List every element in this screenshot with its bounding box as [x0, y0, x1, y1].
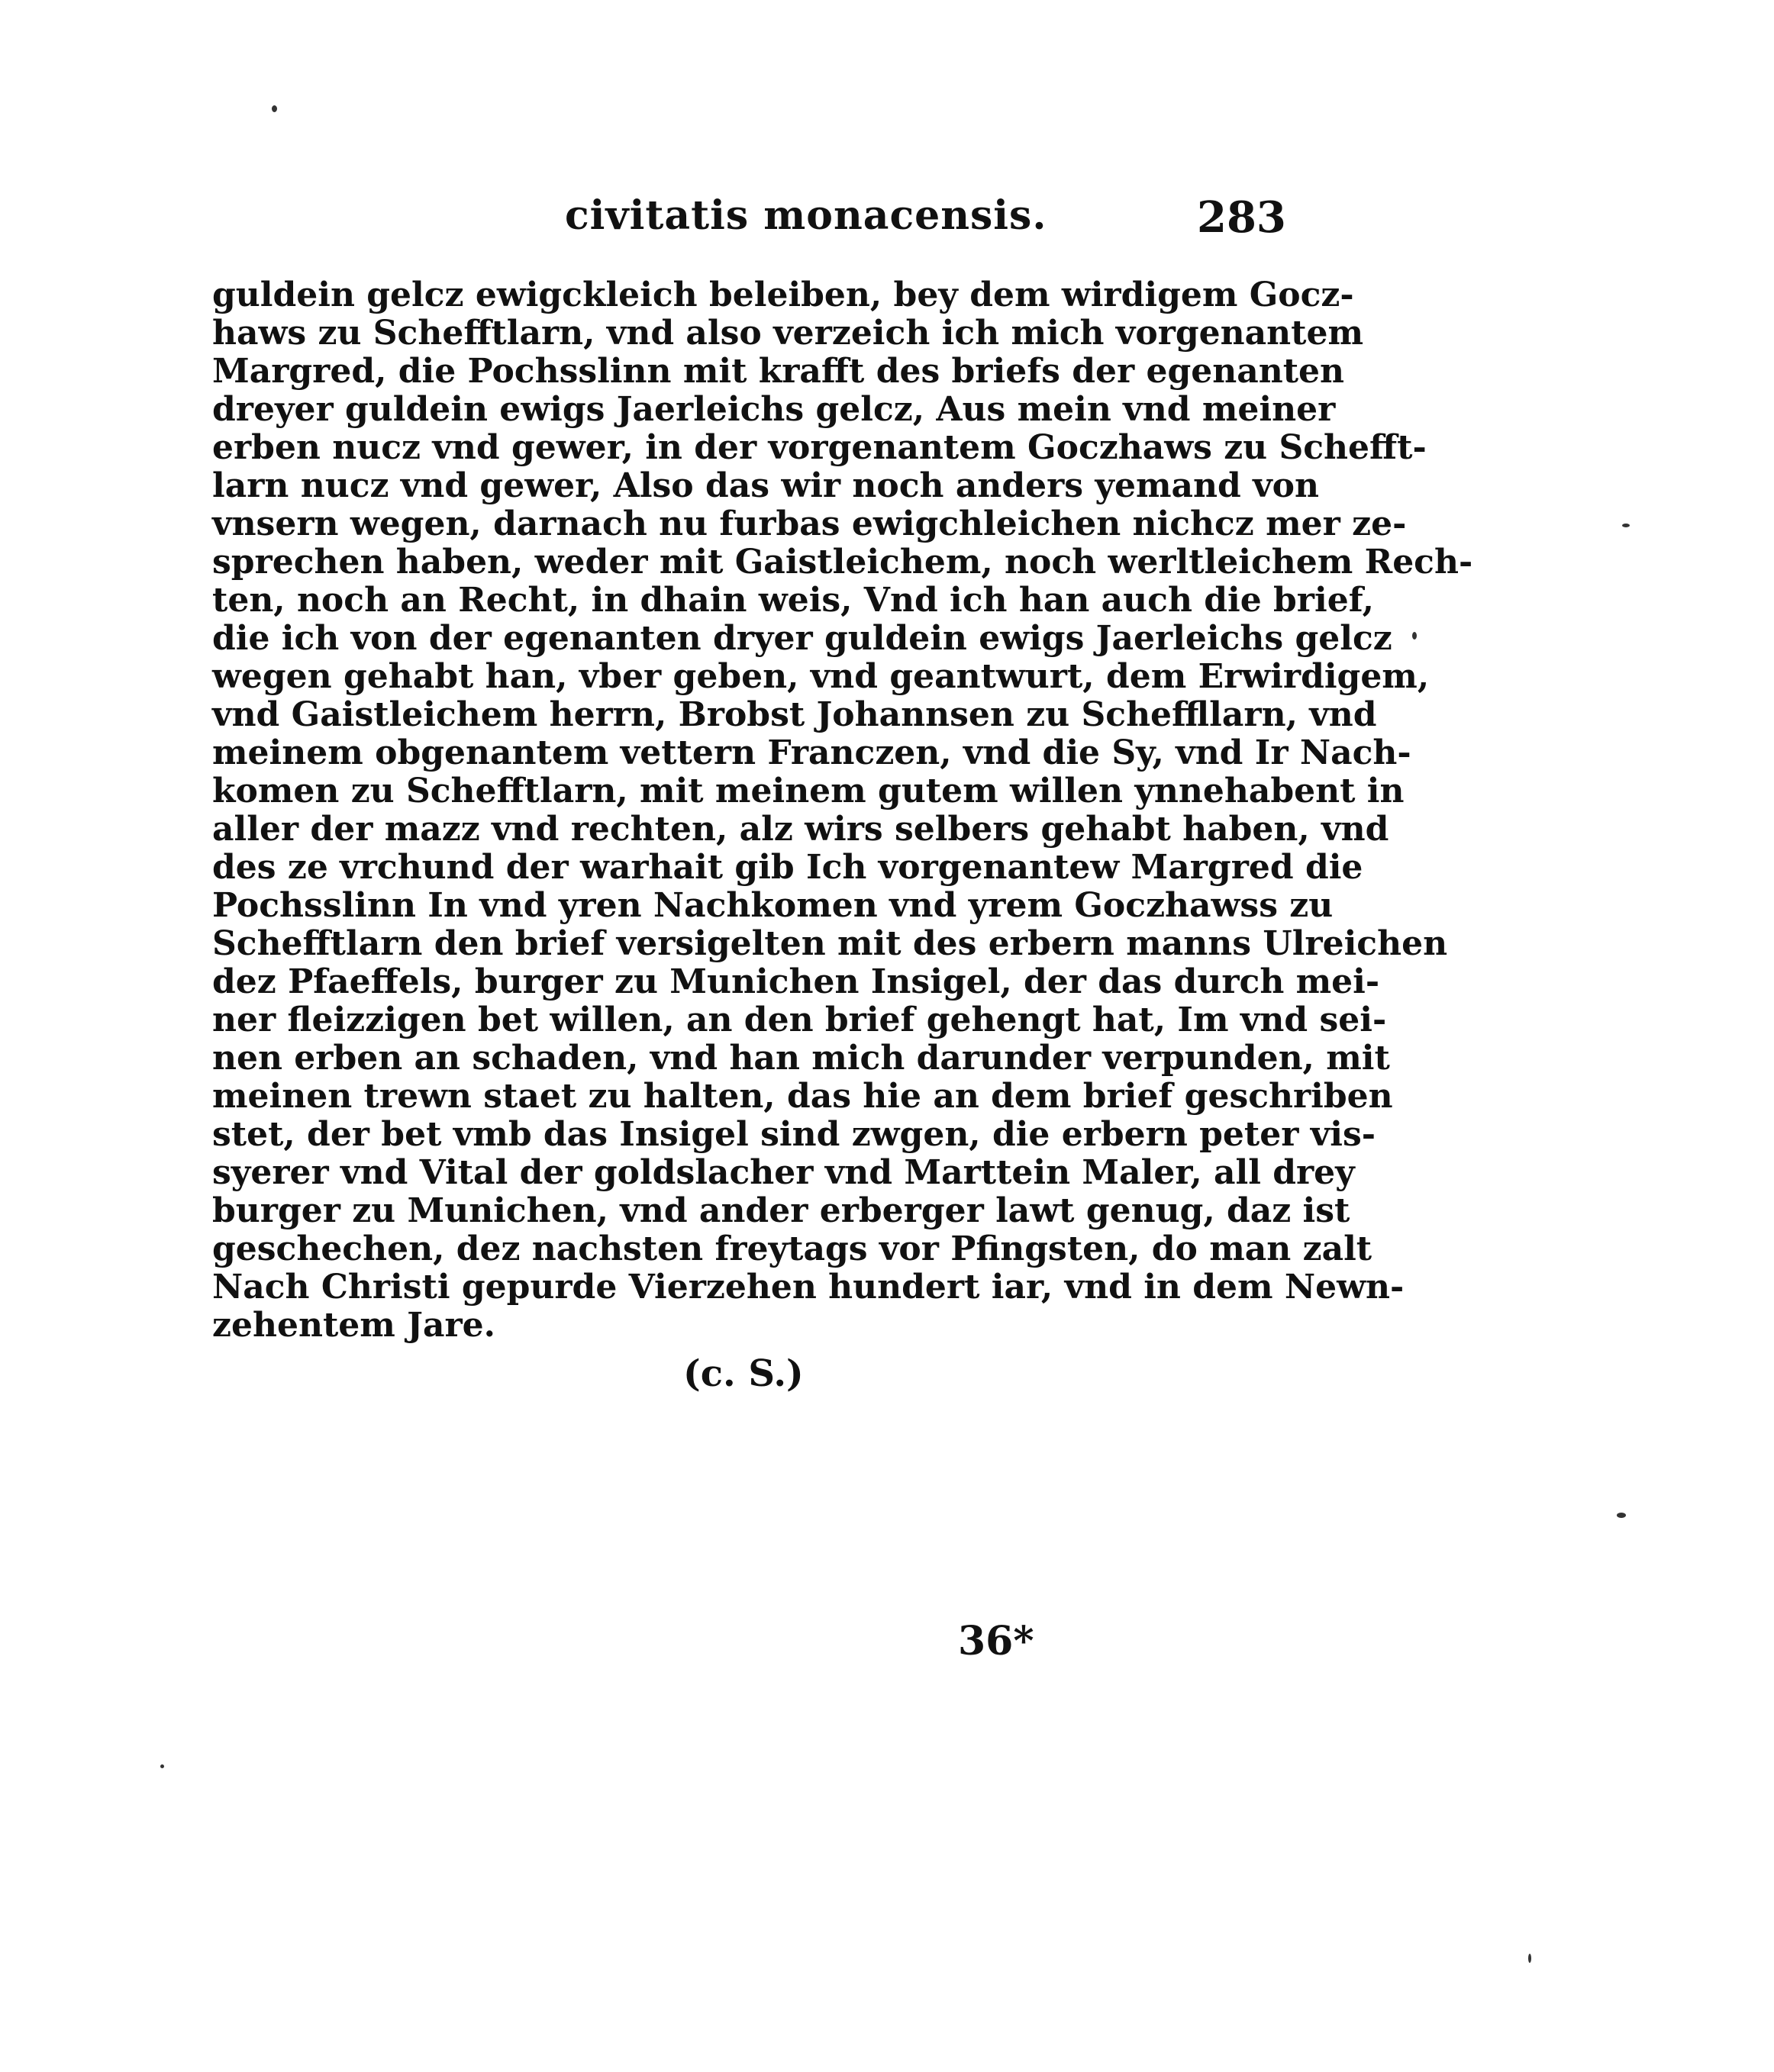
- text-line: stet, der bet vmb das Insigel sind zwgen, die erbern peter vis-: [212, 1115, 1376, 1154]
- text-line: guldein gelcz ewigckleich beleiben, bey dem wirdigem Gocz-: [212, 276, 1354, 314]
- text-line: zehentem Jare.: [212, 1306, 495, 1345]
- text-line: haws zu Schefftlarn, vnd also verzeich ich mich vorgenantem: [212, 314, 1364, 353]
- text-line: vnsern wegen, darnach nu furbas ewigchleichen nichcz mer ze-: [212, 504, 1407, 543]
- scan-speck: [1528, 1954, 1531, 1963]
- text-line: ner fleizzigen bet willen, an den brief gehengt hat, Im vnd sei-: [212, 1001, 1387, 1039]
- seal-note: (c. S.): [683, 1352, 804, 1395]
- text-line: meinem obgenantem vettern Franczen, vnd die Sy, vnd Ir Nach-: [212, 733, 1411, 772]
- page-number: 283: [1197, 192, 1286, 243]
- text-line: larn nucz vnd gewer, Also das wir noch anders yemand von: [212, 466, 1320, 505]
- scan-speck: [160, 1764, 164, 1768]
- text-line: dez Pfaeffels, burger zu Munichen Insigel, der das durch mei-: [212, 962, 1380, 1001]
- text-line: Margred, die Pochsslinn mit krafft des briefs der egenanten: [212, 352, 1345, 391]
- scan-speck: [1412, 632, 1417, 640]
- text-line: wegen gehabt han, vber geben, vnd geantwurt, dem Erwirdigem,: [212, 657, 1430, 696]
- text-line: komen zu Schefftlarn, mit meinem gutem willen ynnehabent in: [212, 772, 1405, 810]
- text-line: meinen trewn staet zu halten, das hie an dem brief geschriben: [212, 1077, 1393, 1116]
- text-line: vnd Gaistleichem herrn, Brobst Johannsen zu Scheffllarn, vnd: [212, 695, 1377, 734]
- text-line: syerer vnd Vital der goldslacher vnd Marttein Maler, all drey: [212, 1153, 1355, 1192]
- text-line: dreyer guldein ewigs Jaerleichs gelcz, Aus mein vnd meiner: [212, 390, 1336, 429]
- scan-speck: [1617, 1513, 1626, 1518]
- scan-speck: [1622, 524, 1630, 527]
- text-line: burger zu Munichen, vnd ander erberger lawt genug, daz ist: [212, 1191, 1350, 1230]
- text-line: ten, noch an Recht, in dhain weis, Vnd ich han auch die brief,: [212, 581, 1374, 620]
- text-line: aller der mazz vnd rechten, alz wirs selbers gehabt haben, vnd: [212, 810, 1389, 849]
- text-line: geschechen, dez nachsten freytags vor Pfingsten, do man zalt: [212, 1229, 1372, 1268]
- text-line: Schefftlarn den brief versigelten mit des erbern manns Ulreichen: [212, 924, 1448, 963]
- signature-mark: 36*: [958, 1618, 1034, 1664]
- text-line: sprechen haben, weder mit Gaistleichem, noch werltleichem Rech-: [212, 543, 1473, 582]
- text-line: Pochsslinn In vnd yren Nachkomen vnd yrem Goczhawss zu: [212, 886, 1334, 925]
- running-header-title: civitatis monacensis.: [565, 192, 1047, 239]
- text-line: des ze vrchund der warhait gib Ich vorgenantew Margred die: [212, 848, 1363, 887]
- text-line: Nach Christi gepurde Vierzehen hundert iar, vnd in dem Newn-: [212, 1268, 1405, 1307]
- text-line: die ich von der egenanten dryer guldein ewigs Jaerleichs gelcz: [212, 619, 1392, 658]
- scan-speck: [272, 105, 277, 112]
- text-line: nen erben an schaden, vnd han mich darunder verpunden, mit: [212, 1039, 1390, 1078]
- text-line: erben nucz vnd gewer, in der vorgenantem Goczhaws zu Schefft-: [212, 428, 1427, 467]
- body-text: [212, 276, 1473, 1345]
